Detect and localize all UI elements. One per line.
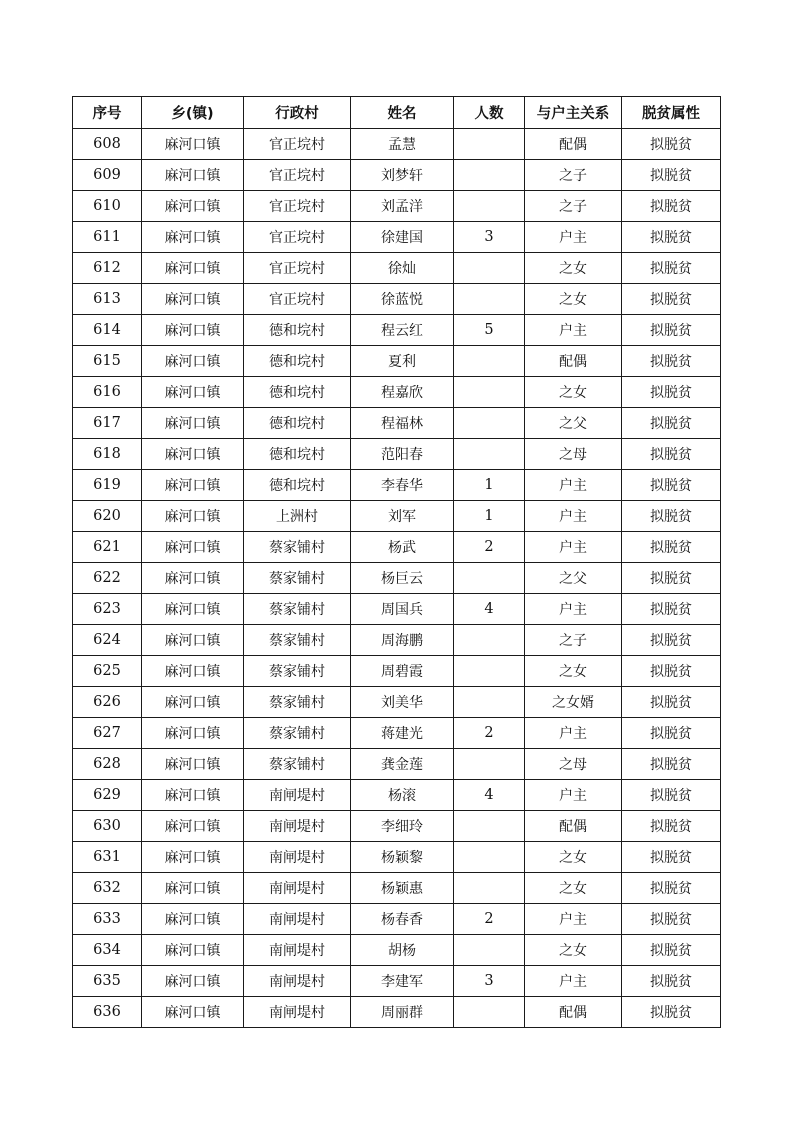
table-row — [73, 811, 721, 842]
cell-household-size — [454, 377, 525, 408]
cell-township: 麻河口镇 — [142, 625, 244, 656]
cell-status: 拟脱贫 — [622, 377, 721, 408]
cell-household-size — [454, 842, 525, 873]
cell-serial: 631 — [73, 842, 142, 873]
cell-serial: 618 — [73, 439, 142, 470]
cell-name: 程云红 — [351, 315, 454, 346]
cell-serial: 610 — [73, 191, 142, 222]
cell-village: 官正垸村 — [244, 284, 351, 315]
cell-serial: 636 — [73, 997, 142, 1028]
cell-name: 胡杨 — [351, 935, 454, 966]
cell-relation: 配偶 — [525, 346, 622, 377]
cell-serial: 624 — [73, 625, 142, 656]
cell-serial: 609 — [73, 160, 142, 191]
cell-township: 麻河口镇 — [142, 470, 244, 501]
cell-village: 蔡家铺村 — [244, 563, 351, 594]
cell-relation: 之女 — [525, 842, 622, 873]
cell-township: 麻河口镇 — [142, 191, 244, 222]
table-row — [73, 532, 721, 563]
cell-township: 麻河口镇 — [142, 408, 244, 439]
cell-name: 蒋建光 — [351, 718, 454, 749]
table-row — [73, 873, 721, 904]
cell-status: 拟脱贫 — [622, 284, 721, 315]
cell-relation: 户主 — [525, 594, 622, 625]
cell-status: 拟脱贫 — [622, 470, 721, 501]
cell-household-size — [454, 160, 525, 191]
cell-household-size — [454, 625, 525, 656]
cell-serial: 621 — [73, 532, 142, 563]
cell-status: 拟脱贫 — [622, 749, 721, 780]
cell-name: 杨颖黎 — [351, 842, 454, 873]
cell-name: 周海鹏 — [351, 625, 454, 656]
cell-name: 孟慧 — [351, 129, 454, 160]
header-village: 行政村 — [244, 97, 351, 129]
cell-township: 麻河口镇 — [142, 160, 244, 191]
header-status: 脱贫属性 — [622, 97, 721, 129]
cell-household-size: 2 — [454, 532, 525, 563]
table-row — [73, 842, 721, 873]
cell-village: 蔡家铺村 — [244, 656, 351, 687]
cell-township: 麻河口镇 — [142, 997, 244, 1028]
cell-relation: 之女 — [525, 253, 622, 284]
cell-village: 官正垸村 — [244, 129, 351, 160]
cell-status: 拟脱贫 — [622, 811, 721, 842]
cell-village: 德和垸村 — [244, 408, 351, 439]
cell-name: 刘美华 — [351, 687, 454, 718]
cell-township: 麻河口镇 — [142, 873, 244, 904]
cell-household-size — [454, 284, 525, 315]
cell-status: 拟脱贫 — [622, 408, 721, 439]
table-row — [73, 315, 721, 346]
cell-household-size: 2 — [454, 904, 525, 935]
cell-status: 拟脱贫 — [622, 780, 721, 811]
cell-township: 麻河口镇 — [142, 594, 244, 625]
cell-household-size — [454, 656, 525, 687]
cell-village: 官正垸村 — [244, 253, 351, 284]
cell-name: 徐建国 — [351, 222, 454, 253]
cell-relation: 之父 — [525, 563, 622, 594]
cell-relation: 户主 — [525, 222, 622, 253]
table-row — [73, 470, 721, 501]
table-body — [73, 129, 721, 1028]
cell-relation: 户主 — [525, 780, 622, 811]
header-household-size: 人数 — [454, 97, 525, 129]
cell-status: 拟脱贫 — [622, 315, 721, 346]
cell-relation: 户主 — [525, 904, 622, 935]
cell-relation: 户主 — [525, 718, 622, 749]
cell-serial: 627 — [73, 718, 142, 749]
cell-township: 麻河口镇 — [142, 749, 244, 780]
cell-village: 官正垸村 — [244, 160, 351, 191]
cell-household-size: 1 — [454, 501, 525, 532]
cell-relation: 之子 — [525, 160, 622, 191]
cell-name: 杨巨云 — [351, 563, 454, 594]
cell-village: 南闸堤村 — [244, 966, 351, 997]
cell-township: 麻河口镇 — [142, 935, 244, 966]
cell-serial: 628 — [73, 749, 142, 780]
cell-household-size — [454, 191, 525, 222]
table-row — [73, 563, 721, 594]
cell-relation: 之女 — [525, 873, 622, 904]
cell-name: 周碧霞 — [351, 656, 454, 687]
cell-relation: 户主 — [525, 532, 622, 563]
cell-status: 拟脱贫 — [622, 160, 721, 191]
cell-status: 拟脱贫 — [622, 904, 721, 935]
cell-household-size: 1 — [454, 470, 525, 501]
cell-name: 李建军 — [351, 966, 454, 997]
cell-relation: 之女 — [525, 377, 622, 408]
cell-household-size — [454, 749, 525, 780]
cell-household-size: 4 — [454, 780, 525, 811]
cell-village: 南闸堤村 — [244, 842, 351, 873]
cell-village: 德和垸村 — [244, 315, 351, 346]
cell-status: 拟脱贫 — [622, 594, 721, 625]
cell-serial: 617 — [73, 408, 142, 439]
cell-status: 拟脱贫 — [622, 439, 721, 470]
table-row — [73, 501, 721, 532]
cell-relation: 之子 — [525, 191, 622, 222]
cell-village: 官正垸村 — [244, 191, 351, 222]
cell-relation: 之女 — [525, 284, 622, 315]
cell-status: 拟脱贫 — [622, 191, 721, 222]
cell-relation: 户主 — [525, 501, 622, 532]
cell-village: 上洲村 — [244, 501, 351, 532]
cell-household-size — [454, 687, 525, 718]
cell-township: 麻河口镇 — [142, 780, 244, 811]
cell-serial: 611 — [73, 222, 142, 253]
cell-name: 李春华 — [351, 470, 454, 501]
cell-name: 杨颖惠 — [351, 873, 454, 904]
cell-village: 南闸堤村 — [244, 811, 351, 842]
cell-village: 蔡家铺村 — [244, 718, 351, 749]
cell-name: 杨春香 — [351, 904, 454, 935]
cell-village: 蔡家铺村 — [244, 625, 351, 656]
cell-township: 麻河口镇 — [142, 563, 244, 594]
cell-serial: 632 — [73, 873, 142, 904]
cell-status: 拟脱贫 — [622, 129, 721, 160]
cell-relation: 配偶 — [525, 129, 622, 160]
cell-serial: 622 — [73, 563, 142, 594]
cell-status: 拟脱贫 — [622, 346, 721, 377]
table-row — [73, 966, 721, 997]
cell-household-size — [454, 129, 525, 160]
cell-township: 麻河口镇 — [142, 439, 244, 470]
cell-status: 拟脱贫 — [622, 625, 721, 656]
cell-status: 拟脱贫 — [622, 718, 721, 749]
cell-serial: 612 — [73, 253, 142, 284]
cell-name: 程嘉欣 — [351, 377, 454, 408]
cell-township: 麻河口镇 — [142, 222, 244, 253]
table-row — [73, 377, 721, 408]
cell-status: 拟脱贫 — [622, 687, 721, 718]
cell-serial: 616 — [73, 377, 142, 408]
cell-name: 杨武 — [351, 532, 454, 563]
cell-household-size: 5 — [454, 315, 525, 346]
table-row — [73, 625, 721, 656]
cell-status: 拟脱贫 — [622, 563, 721, 594]
cell-status: 拟脱贫 — [622, 966, 721, 997]
cell-serial: 630 — [73, 811, 142, 842]
cell-household-size — [454, 253, 525, 284]
cell-relation: 之父 — [525, 408, 622, 439]
cell-serial: 625 — [73, 656, 142, 687]
cell-township: 麻河口镇 — [142, 718, 244, 749]
table-row — [73, 749, 721, 780]
table-row — [73, 687, 721, 718]
table-row — [73, 160, 721, 191]
header-serial: 序号 — [73, 97, 142, 129]
cell-serial: 613 — [73, 284, 142, 315]
cell-household-size: 2 — [454, 718, 525, 749]
cell-village: 南闸堤村 — [244, 997, 351, 1028]
cell-serial: 614 — [73, 315, 142, 346]
cell-status: 拟脱贫 — [622, 222, 721, 253]
cell-name: 刘孟洋 — [351, 191, 454, 222]
cell-village: 德和垸村 — [244, 470, 351, 501]
cell-village: 德和垸村 — [244, 439, 351, 470]
cell-township: 麻河口镇 — [142, 501, 244, 532]
cell-status: 拟脱贫 — [622, 935, 721, 966]
cell-household-size — [454, 439, 525, 470]
table-row — [73, 656, 721, 687]
cell-name: 杨滚 — [351, 780, 454, 811]
cell-status: 拟脱贫 — [622, 501, 721, 532]
cell-township: 麻河口镇 — [142, 315, 244, 346]
header-name: 姓名 — [351, 97, 454, 129]
cell-household-size: 4 — [454, 594, 525, 625]
table-row — [73, 253, 721, 284]
cell-name: 刘梦轩 — [351, 160, 454, 191]
cell-relation: 户主 — [525, 470, 622, 501]
cell-township: 麻河口镇 — [142, 687, 244, 718]
cell-household-size: 3 — [454, 966, 525, 997]
cell-serial: 623 — [73, 594, 142, 625]
table-row — [73, 346, 721, 377]
cell-name: 龚金莲 — [351, 749, 454, 780]
table-row — [73, 718, 721, 749]
cell-status: 拟脱贫 — [622, 656, 721, 687]
cell-village: 蔡家铺村 — [244, 594, 351, 625]
cell-name: 范阳春 — [351, 439, 454, 470]
table-row — [73, 594, 721, 625]
cell-township: 麻河口镇 — [142, 656, 244, 687]
cell-name: 李细玲 — [351, 811, 454, 842]
cell-relation: 户主 — [525, 966, 622, 997]
cell-household-size — [454, 935, 525, 966]
cell-serial: 619 — [73, 470, 142, 501]
cell-status: 拟脱贫 — [622, 997, 721, 1028]
cell-township: 麻河口镇 — [142, 129, 244, 160]
cell-status: 拟脱贫 — [622, 532, 721, 563]
poverty-list-table — [72, 96, 721, 1028]
cell-township: 麻河口镇 — [142, 811, 244, 842]
cell-serial: 635 — [73, 966, 142, 997]
table-row — [73, 129, 721, 160]
cell-village: 南闸堤村 — [244, 780, 351, 811]
cell-township: 麻河口镇 — [142, 842, 244, 873]
cell-township: 麻河口镇 — [142, 904, 244, 935]
cell-serial: 629 — [73, 780, 142, 811]
cell-relation: 户主 — [525, 315, 622, 346]
cell-township: 麻河口镇 — [142, 284, 244, 315]
cell-village: 德和垸村 — [244, 377, 351, 408]
cell-name: 周国兵 — [351, 594, 454, 625]
table-row — [73, 222, 721, 253]
cell-name: 周丽群 — [351, 997, 454, 1028]
table-header — [73, 97, 721, 129]
cell-relation: 之母 — [525, 749, 622, 780]
cell-relation: 配偶 — [525, 997, 622, 1028]
table-row — [73, 997, 721, 1028]
cell-village: 蔡家铺村 — [244, 749, 351, 780]
table-row — [73, 408, 721, 439]
cell-village: 南闸堤村 — [244, 935, 351, 966]
cell-village: 蔡家铺村 — [244, 532, 351, 563]
cell-village: 官正垸村 — [244, 222, 351, 253]
cell-status: 拟脱贫 — [622, 253, 721, 284]
cell-serial: 634 — [73, 935, 142, 966]
table-row — [73, 439, 721, 470]
cell-village: 南闸堤村 — [244, 873, 351, 904]
cell-household-size — [454, 997, 525, 1028]
cell-household-size — [454, 408, 525, 439]
cell-township: 麻河口镇 — [142, 346, 244, 377]
header-relation: 与户主关系 — [525, 97, 622, 129]
cell-village: 德和垸村 — [244, 346, 351, 377]
table-row — [73, 904, 721, 935]
cell-relation: 配偶 — [525, 811, 622, 842]
header-row — [73, 97, 721, 129]
cell-relation: 之女婿 — [525, 687, 622, 718]
cell-village: 蔡家铺村 — [244, 687, 351, 718]
cell-relation: 之女 — [525, 656, 622, 687]
cell-township: 麻河口镇 — [142, 377, 244, 408]
cell-village: 南闸堤村 — [244, 904, 351, 935]
cell-serial: 615 — [73, 346, 142, 377]
cell-name: 徐蓝悦 — [351, 284, 454, 315]
table-row — [73, 284, 721, 315]
table-row — [73, 780, 721, 811]
cell-household-size — [454, 811, 525, 842]
cell-household-size — [454, 873, 525, 904]
cell-household-size: 3 — [454, 222, 525, 253]
table-row — [73, 935, 721, 966]
cell-name: 刘军 — [351, 501, 454, 532]
cell-household-size — [454, 563, 525, 594]
cell-name: 夏利 — [351, 346, 454, 377]
cell-serial: 608 — [73, 129, 142, 160]
cell-status: 拟脱贫 — [622, 873, 721, 904]
cell-serial: 620 — [73, 501, 142, 532]
cell-name: 徐灿 — [351, 253, 454, 284]
cell-name: 程福林 — [351, 408, 454, 439]
cell-township: 麻河口镇 — [142, 532, 244, 563]
cell-status: 拟脱贫 — [622, 842, 721, 873]
cell-serial: 633 — [73, 904, 142, 935]
cell-relation: 之母 — [525, 439, 622, 470]
cell-relation: 之子 — [525, 625, 622, 656]
cell-serial: 626 — [73, 687, 142, 718]
cell-township: 麻河口镇 — [142, 253, 244, 284]
cell-relation: 之女 — [525, 935, 622, 966]
cell-household-size — [454, 346, 525, 377]
cell-township: 麻河口镇 — [142, 966, 244, 997]
header-township: 乡(镇) — [142, 97, 244, 129]
table-row — [73, 191, 721, 222]
